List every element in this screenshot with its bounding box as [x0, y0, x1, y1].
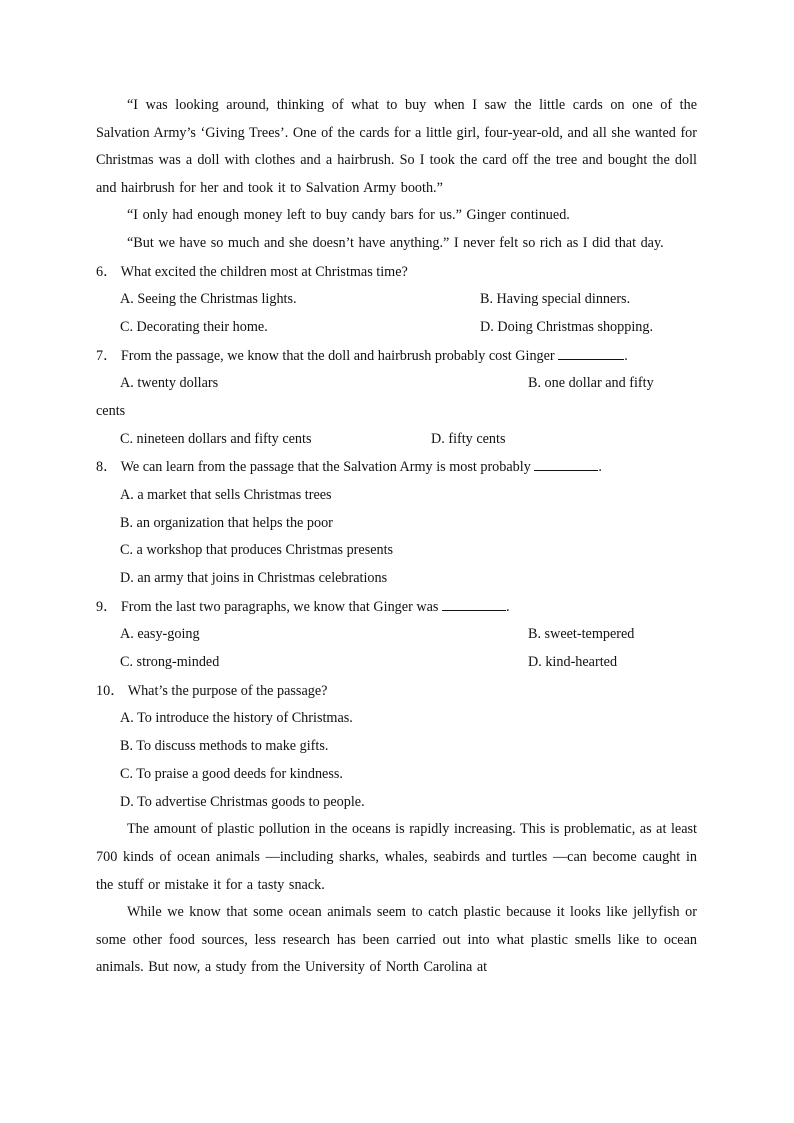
- option-c[interactable]: C. To praise a good deeds for kindness.: [120, 765, 343, 782]
- question-stem: What excited the children most at Christmas time?: [120, 263, 408, 280]
- option-row: [96, 537, 697, 565]
- option-d[interactable]: D. kind-hearted: [528, 654, 618, 671]
- answer-blank: [558, 345, 624, 360]
- option-row: [96, 286, 697, 314]
- question-end: .: [505, 598, 510, 615]
- passage-paragraph-1: The amount of plastic pollution in the oceans is rapidly increasing. This is problematic, as at least 700 kinds of ocean animals —including sharks, whales, seabirds and turtles —can become caught in the stuff or mistake it for a tasty snack.: [96, 821, 697, 893]
- option-row: [96, 482, 697, 510]
- question-number: 7．: [96, 347, 118, 364]
- option-b[interactable]: B. one dollar and fifty: [528, 374, 654, 391]
- option-b[interactable]: B. Having special dinners.: [480, 290, 631, 307]
- passage-paragraph-2: While we know that some ocean animals seem to catch plastic because it looks like jellyfish or some other food sources, less research has been carried out into what plastic smells like to ocean animals. But now, a study from the University of North Carolina at: [96, 904, 697, 976]
- question-number: 8．: [96, 459, 118, 476]
- option-a[interactable]: A. a market that sells Christmas trees: [120, 486, 332, 503]
- option-a[interactable]: A. Seeing the Christmas lights.: [120, 290, 297, 307]
- answer-blank: [534, 456, 598, 471]
- option-b[interactable]: B. To discuss methods to make gifts.: [120, 738, 329, 755]
- story-paragraph-2: “I only had enough money left to buy candy bars for us.” Ginger continued.: [127, 207, 570, 224]
- option-b-wrap: cents: [96, 402, 126, 419]
- answer-blank: [442, 596, 506, 611]
- question-10: [96, 677, 697, 705]
- story-paragraph-1: “I was looking around, thinking of what to buy when I saw the little cards on one of the Salvation Army’s ‘Giving Trees’. One of the cards for a little girl, four-year-old, and all she wanted for Christmas was a doll with clothes and a hairbrush. So I took the card off the tree and bought the doll and hairbrush for her and took it to Salvation Army booth.”: [96, 97, 697, 196]
- option-a[interactable]: A. twenty dollars: [120, 374, 219, 391]
- option-d[interactable]: D. fifty cents: [431, 430, 506, 447]
- story-paragraph-3: “But we have so much and she doesn’t have anything.” I never felt so rich as I did that day.: [127, 234, 664, 251]
- option-c[interactable]: C. a workshop that produces Christmas presents: [120, 542, 394, 559]
- option-d[interactable]: D. Doing Christmas shopping.: [480, 318, 654, 335]
- question-stem: We can learn from the passage that the Salvation Army is most probably: [120, 459, 531, 476]
- question-stem: From the passage, we know that the doll and hairbrush probably cost Ginger: [120, 347, 555, 364]
- option-a[interactable]: A. easy-going: [120, 626, 200, 643]
- question-end: .: [624, 347, 628, 364]
- question-stem: From the last two paragraphs, we know that Ginger was: [120, 598, 439, 615]
- option-b[interactable]: B. an organization that helps the poor: [120, 514, 333, 531]
- option-row: [96, 370, 697, 398]
- question-number: 9．: [96, 598, 118, 615]
- option-c[interactable]: C. nineteen dollars and fifty cents: [120, 430, 312, 447]
- option-row: [96, 398, 697, 426]
- option-b[interactable]: B. sweet-tempered: [528, 626, 635, 643]
- option-d[interactable]: D. an army that joins in Christmas celebrations: [120, 570, 388, 587]
- question-9: [96, 593, 697, 621]
- option-row: [96, 649, 697, 677]
- option-row: [96, 510, 697, 538]
- option-row: [96, 705, 697, 733]
- question-6: [96, 258, 697, 286]
- option-row: [96, 565, 697, 593]
- document-page: [96, 92, 697, 982]
- question-end: .: [598, 459, 602, 476]
- option-d[interactable]: D. To advertise Christmas goods to people.: [120, 793, 365, 810]
- option-row: [96, 314, 697, 342]
- option-row: [96, 789, 697, 817]
- question-number: 6．: [96, 263, 118, 280]
- option-row: [96, 426, 697, 454]
- question-stem: What’s the purpose of the passage?: [127, 682, 328, 699]
- option-c[interactable]: C. strong-minded: [120, 654, 220, 671]
- question-number: 10．: [96, 682, 125, 699]
- option-row: [96, 621, 697, 649]
- option-c[interactable]: C. Decorating their home.: [120, 318, 268, 335]
- option-a[interactable]: A. To introduce the history of Christmas.: [120, 710, 353, 727]
- question-7: [96, 342, 697, 370]
- option-row: [96, 761, 697, 789]
- question-8: [96, 453, 697, 481]
- option-row: [96, 733, 697, 761]
